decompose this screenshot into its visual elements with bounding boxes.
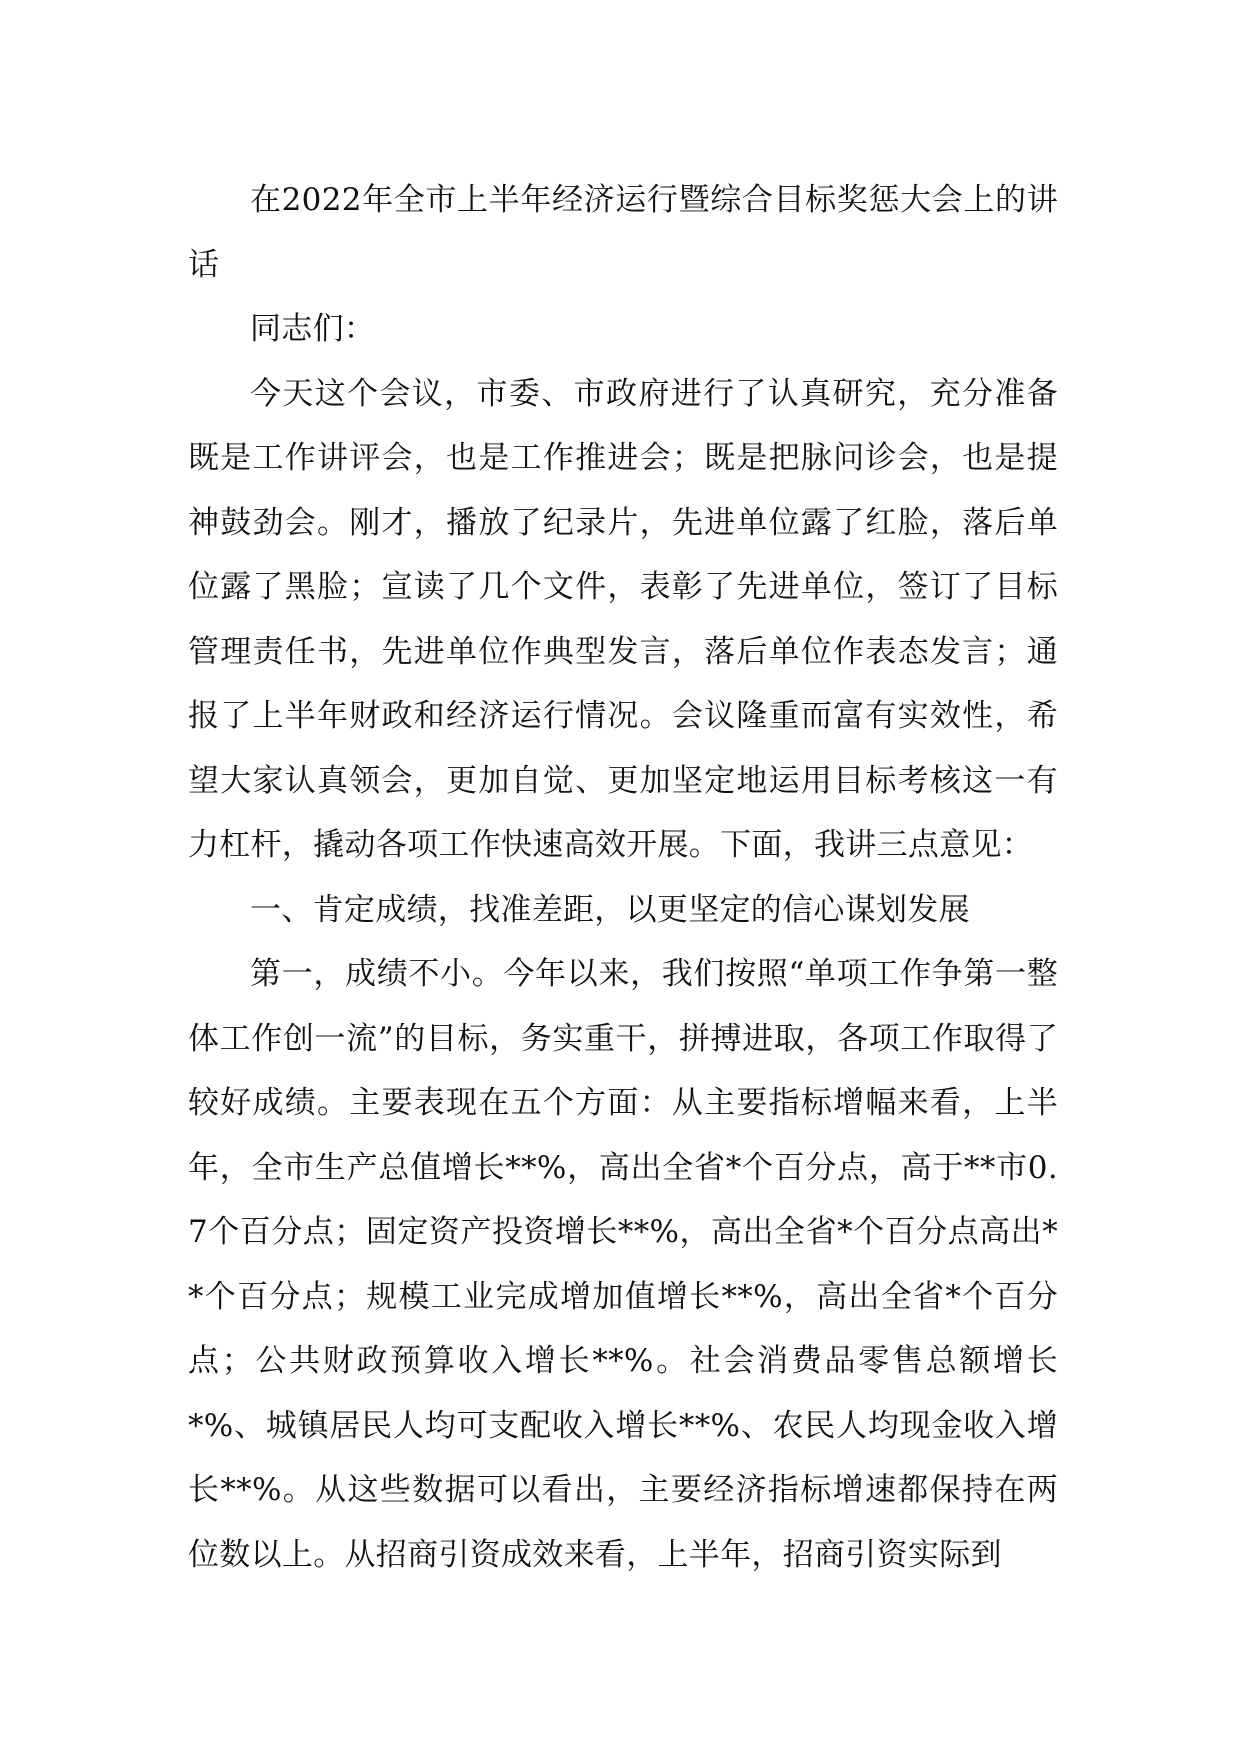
document-body [188,168,1058,1587]
salutation: 同志们： [250,311,376,347]
paragraph-opening: 今天这个会议，市委、市政府进行了认真研究，充分准备既是工作讲评会，也是工作推进会；既是把脉问诊会，也是提神鼓劲会。刚才，播放了纪录片，先进单位露了红脸，落后单位露了黑脸；宣读了几个文件，表彰了先进单位，签订了目标管理责任书，先进单位作典型发言，落后单位作表态发言；通报了上半年财政和经济运行情况。会议隆重而富有实效性，希望大家认真领会，更加自觉、更加坚定地运用目标考核这一有力杠杆，撬动各项工作快速高效开展。下面，我讲三点意见： [188,375,1058,863]
paragraph-achievements: 第一，成绩不小。今年以来，我们按照“单项工作争第一整体工作创一流”的目标，务实重干，拼搏进取，各项工作取得了较好成绩。主要表现在五个方面：从主要指标增幅来看，上半年，全市生产总值增长**%，高出全省*个百分点，高于**市0.7个百分点；固定资产投资增长**%，高出全省*个百分点高出**个百分点；规模工业完成增加值增长**%，高出全省*个百分点；公共财政预算收入增长**%。社会消费品零售总额增长*%、城镇居民人均可支配收入增长**%、农民人均现金收入增长**%。从这些数据可以看出，主要经济指标增速都保持在两位数以上。从招商引资成效来看，上半年，招商引资实际到 [188,956,1058,1573]
speech-title: 在2022年全市上半年经济运行暨综合目标奖惩大会上的讲话 [188,182,1058,283]
section-heading-one: 一、肯定成绩，找准差距，以更坚定的信心谋划发展 [250,891,970,928]
